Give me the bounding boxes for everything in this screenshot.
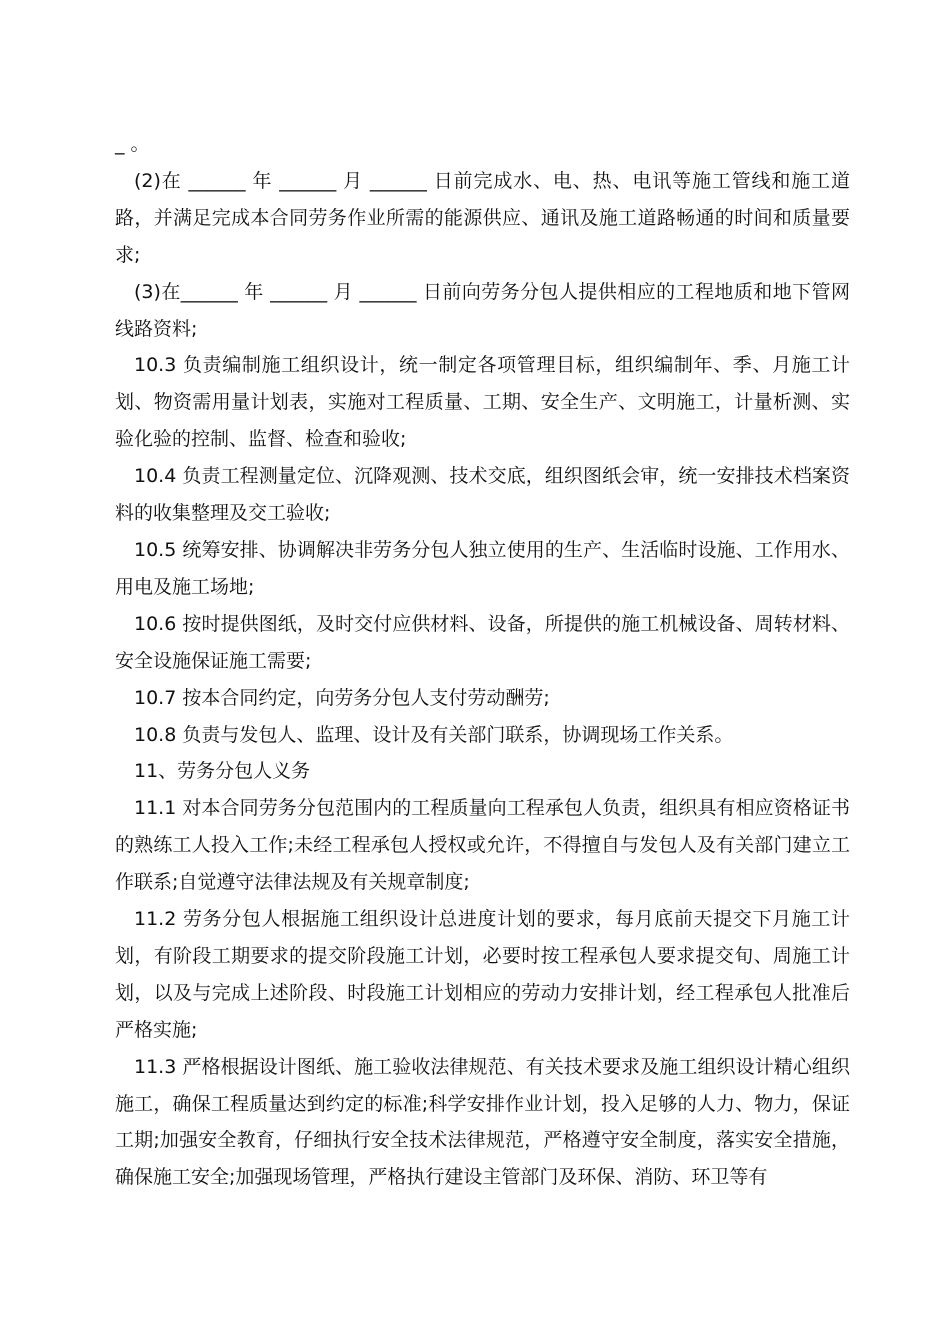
paragraph-11-3: 11.3 严格根据设计图纸、施工验收法律规范、有关技术要求及施工组织设计精心组织施工，确保工程质量达到约定的标准;科学安排作业计划，投入足够的人力、物力，保证工期;加强安全教育，仔细执行安全技术法律规范，严格遵守安全制度，落实安全措施，确保施工安全;加强现场管理，严格执行建设主管部门及环保、消防、环卫等有 [115,1055,850,1189]
section-heading-11: 11、劳务分包人义务 [134,760,311,783]
paragraph-10-6: 10.6 按时提供图纸，及时交付应供材料、设备，所提供的施工机械设备、周转材料、安全设施保证施工需要; [115,612,850,672]
paragraph-continuation: _ 。 [115,133,150,155]
paragraph-11-1: 11.1 对本合同劳务分包范围内的工程质量向工程承包人负责，组织具有相应资格证书的熟练工人投入工作;未经工程承包人授权或允许，不得擅自与发包人及有关部门建立工作联系;自觉遵守法律法规及有关规章制度; [115,797,850,894]
contract-text-body [115,126,850,1196]
paragraph-10-7: 10.7 按本合同约定，向劳务分包人支付劳动酬劳; [134,686,550,709]
paragraph-clause-2: (2)在 ______ 年 ______ 月 ______ 日前完成水、电、热、电讯等施工管线和施工道路，并满足完成本合同劳务作业所需的能源供应、通讯及施工道路畅通的时间和质量要求; [115,169,850,266]
paragraph-11-2: 11.2 劳务分包人根据施工组织设计总进度计划的要求，每月底前天提交下月施工计划，有阶段工期要求的提交阶段施工计划，必要时按工程承包人要求提交旬、周施工计划，以及与完成上述阶段、时段施工计划相应的劳动力安排计划，经工程承包人批准后严格实施; [115,908,850,1041]
paragraph-10-8: 10.8 负责与发包人、监理、设计及有关部门联系，协调现场工作关系。 [134,723,734,746]
paragraph-10-4: 10.4 负责工程测量定位、沉降观测、技术交底，组织图纸会审，统一安排技术档案资料的收集整理及交工验收; [115,465,850,525]
paragraph-clause-3: (3)在______ 年 ______ 月 ______ 日前向劳务分包人提供相应的工程地质和地下管网线路资料; [115,280,850,340]
paragraph-10-3: 10.3 负责编制施工组织设计，统一制定各项管理目标，组织编制年、季、月施工计划、物资需用量计划表，实施对工程质量、工期、安全生产、文明施工，计量析测、实验化验的控制、监督、检查和验收; [115,354,850,451]
paragraph-10-5: 10.5 统筹安排、协调解决非劳务分包人独立使用的生产、生活临时设施、工作用水、用电及施工场地; [115,538,850,598]
